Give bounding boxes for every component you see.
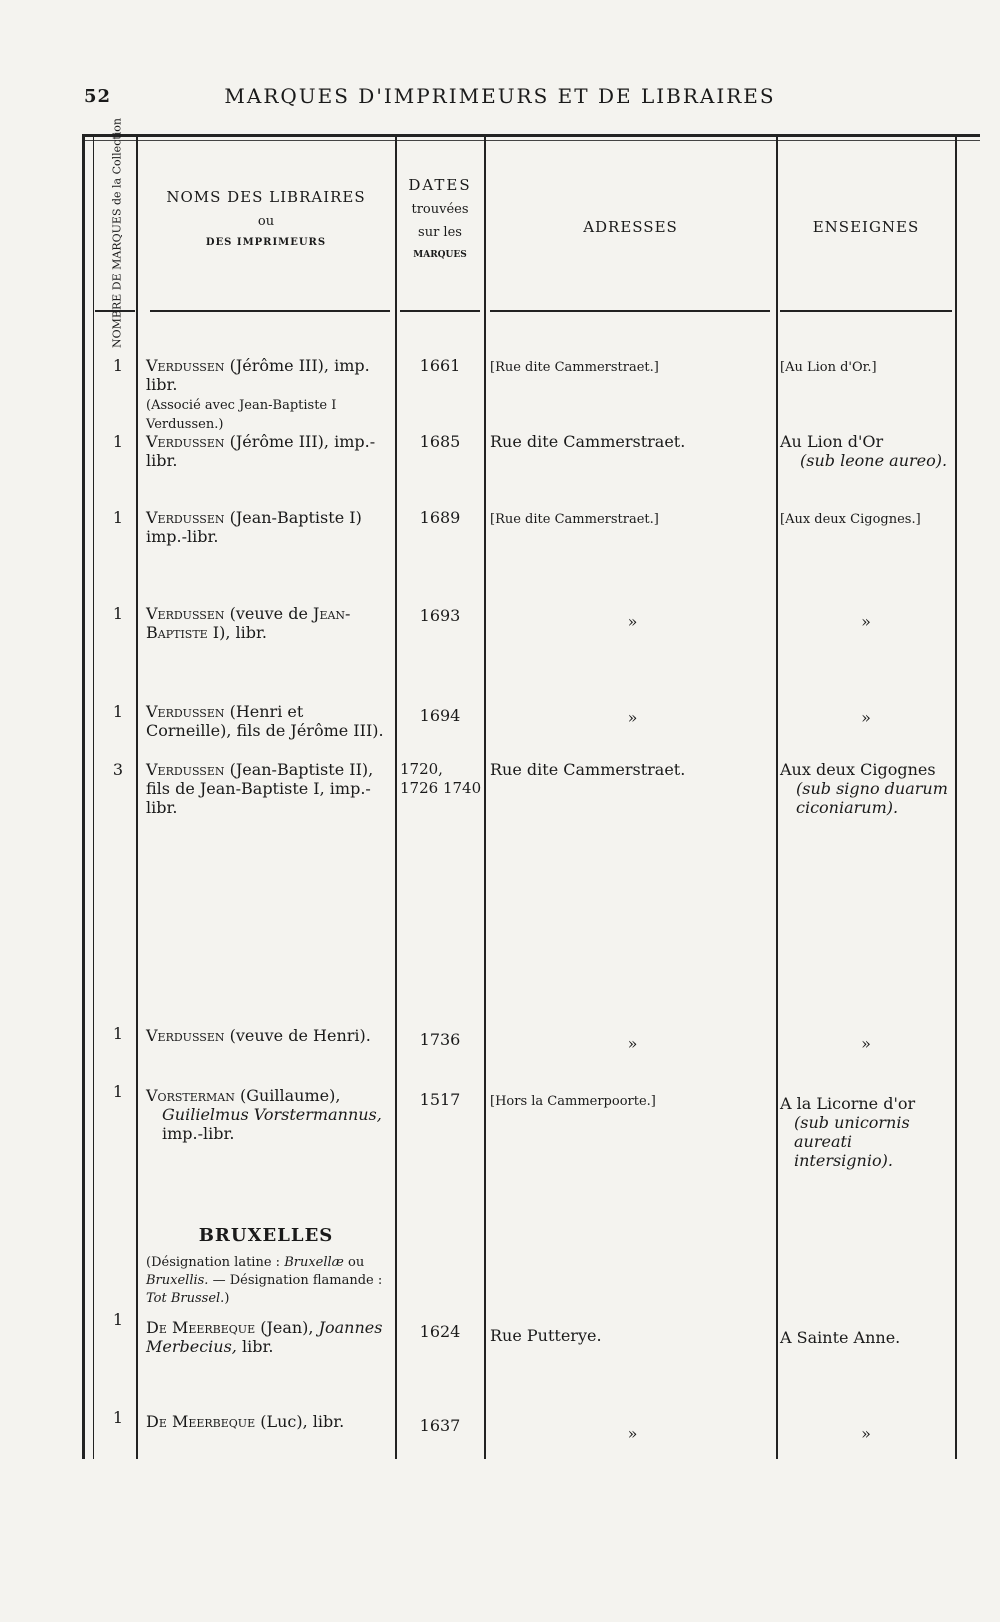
- header-dates-line2: trouvées: [411, 202, 469, 217]
- header-dates: [398, 176, 482, 260]
- column-rule: [776, 137, 778, 1459]
- row-count: 1: [112, 432, 124, 451]
- column-rule: [395, 137, 397, 1459]
- row-count: 1: [112, 702, 124, 721]
- name-small-caps: Verdussen: [146, 604, 225, 623]
- column-rule: [93, 137, 94, 1459]
- sign-latin: (sub signo duarum ciconiarum).: [796, 779, 948, 817]
- row-address: Rue dite Cammerstraet.: [490, 760, 686, 779]
- name-rest: imp.-libr.: [162, 1124, 235, 1143]
- table-top-rule: [82, 134, 980, 137]
- row-address: [Rue dite Cammerstraet.]: [490, 512, 659, 527]
- name-rest: (Jérôme III), imp.-libr.: [146, 432, 376, 470]
- header-rule: [490, 310, 770, 312]
- header-names-line1: NOMS DES LIBRAIRES: [166, 188, 366, 206]
- row-date: 1661: [419, 356, 461, 375]
- name-rest: (Jean-Baptiste I) imp.-libr.: [146, 508, 362, 546]
- city-note-text: (Désignation latine :: [146, 1255, 285, 1270]
- name-rest: (Guillaume),: [234, 1086, 341, 1105]
- row-sign: [780, 432, 952, 470]
- name-small-caps: Verdussen: [146, 702, 225, 721]
- row-date: 1693: [419, 606, 461, 625]
- row-count: 1: [112, 356, 124, 375]
- row-name: [146, 1086, 392, 1143]
- row-date: 1689: [419, 508, 461, 527]
- name-small-caps: Verdussen: [146, 356, 225, 375]
- row-count: 1: [112, 1310, 124, 1329]
- row-date: 1694: [419, 706, 461, 725]
- name-rest: (Jean-Baptiste II), fils de Jean-Baptiste I, imp.-libr.: [146, 760, 374, 817]
- row-sign: [780, 760, 952, 817]
- row-address: [Rue dite Cammerstraet.]: [490, 360, 659, 375]
- header-rule: [400, 310, 480, 312]
- column-rule: [136, 137, 138, 1459]
- row-address: [Hors la Cammerpoorte.]: [490, 1094, 656, 1109]
- sign-text: Au Lion d'Or: [780, 432, 884, 451]
- row-count: 1: [112, 1082, 124, 1101]
- header-names: [140, 188, 392, 248]
- page-number: 52: [84, 86, 112, 107]
- name-small-caps: De Meerbeque: [146, 1412, 256, 1431]
- column-rule: [955, 137, 957, 1459]
- city-note-latin: Bruxellæ: [284, 1255, 344, 1270]
- name-small-caps: Verdussen: [146, 1026, 225, 1045]
- city-heading: BRUXELLES: [198, 1225, 334, 1246]
- name-rest: (Henri et Corneille), fils de Jérôme III).: [146, 702, 384, 740]
- row-address: »: [627, 708, 638, 727]
- row-count: 1: [112, 604, 124, 623]
- sign-latin: (sub unicornis aureati intersignio).: [794, 1113, 910, 1170]
- row-name: [146, 702, 392, 740]
- row-address: Rue dite Cammerstraet.: [490, 432, 686, 451]
- name-rest: (veuve de: [224, 604, 314, 623]
- row-address: Rue Putterye.: [490, 1326, 602, 1345]
- row-date: 1637: [419, 1416, 461, 1435]
- header-names-line3: DES IMPRIMEURS: [205, 237, 327, 248]
- city-note-latin: Bruxellis.: [146, 1273, 209, 1288]
- name-latin: Joannes Merbecius,: [146, 1318, 383, 1356]
- row-name: [146, 1026, 392, 1045]
- row-sign: [Aux deux Cigognes.]: [780, 512, 921, 527]
- row-sign: »: [861, 612, 871, 631]
- header-dates-line4: MARQUES: [413, 250, 467, 260]
- row-address: »: [627, 1424, 638, 1443]
- header-rule: [780, 310, 952, 312]
- city-note: [146, 1254, 392, 1308]
- row-name: [146, 1412, 392, 1431]
- row-name: [146, 1318, 392, 1356]
- row-sign: »: [861, 1424, 871, 1443]
- row-sign: [780, 1094, 952, 1170]
- name-small-caps: Jean-Baptiste: [146, 604, 351, 642]
- sign-latin: (sub leone aureo).: [800, 451, 948, 470]
- row-address: »: [627, 1034, 638, 1053]
- name-rest: (Jean),: [255, 1318, 319, 1337]
- name-rest: (veuve de Henri).: [224, 1026, 371, 1045]
- header-names-line2: ou: [257, 214, 275, 229]
- row-date: 1720, 1726 1740: [400, 760, 482, 797]
- name-rest: (Luc), libr.: [255, 1412, 345, 1431]
- name-small-caps: Vorsterman: [146, 1086, 235, 1105]
- name-rest: (Jérôme III), imp. libr.: [146, 356, 370, 394]
- running-title: MARQUES D'IMPRIMEURS ET DE LIBRAIRES: [224, 84, 776, 108]
- city-note-flemish: Tot Brussel.: [146, 1291, 225, 1306]
- row-date: 1685: [419, 432, 461, 451]
- row-date: 1624: [419, 1322, 461, 1341]
- name-small-caps: Verdussen: [146, 760, 225, 779]
- name-small-caps: Verdussen: [146, 432, 225, 451]
- row-note: (Associé avec Jean-Baptiste I Verdussen.): [146, 398, 337, 432]
- city-note-text: — Désignation flamande :: [208, 1273, 383, 1288]
- table-top-rule-thin: [82, 140, 980, 141]
- row-count: 1: [112, 1408, 124, 1427]
- row-sign: A Sainte Anne.: [780, 1328, 901, 1347]
- header-dates-line3: sur les: [418, 225, 462, 240]
- row-sign: »: [861, 1034, 871, 1053]
- row-count: 1: [112, 1024, 124, 1043]
- row-name: [146, 760, 392, 817]
- sign-text: A la Licorne d'or: [780, 1094, 916, 1113]
- sign-text: Aux deux Cigognes: [780, 760, 936, 779]
- header-addresses: ADRESSES: [583, 218, 678, 236]
- row-count: 1: [112, 508, 124, 527]
- row-name: [146, 508, 392, 546]
- column-rule: [484, 137, 486, 1459]
- row-sign: »: [861, 708, 871, 727]
- city-note-text: ): [224, 1291, 230, 1306]
- row-name: [146, 432, 392, 470]
- name-rest: libr.: [236, 1337, 274, 1356]
- row-date: 1736: [419, 1030, 461, 1049]
- name-rest: I), libr.: [207, 623, 267, 642]
- name-latin: Guilielmus Vorstermannus,: [162, 1105, 382, 1124]
- city-note-text: ou: [343, 1255, 365, 1270]
- header-rule: [150, 310, 390, 312]
- row-name: [146, 604, 392, 642]
- header-dates-line1: DATES: [408, 176, 472, 194]
- name-small-caps: De Meerbeque: [146, 1318, 256, 1337]
- column-rule: [82, 137, 85, 1459]
- row-date: 1517: [419, 1090, 461, 1109]
- row-address: »: [627, 612, 638, 631]
- header-signs: ENSEIGNES: [812, 218, 920, 236]
- header-count: NOMBRE DE MARQUES de la Collection: [110, 117, 124, 348]
- row-sign: [Au Lion d'Or.]: [780, 360, 877, 375]
- name-small-caps: Verdussen: [146, 508, 225, 527]
- row-count: 3: [112, 760, 124, 779]
- row-name: [146, 356, 392, 434]
